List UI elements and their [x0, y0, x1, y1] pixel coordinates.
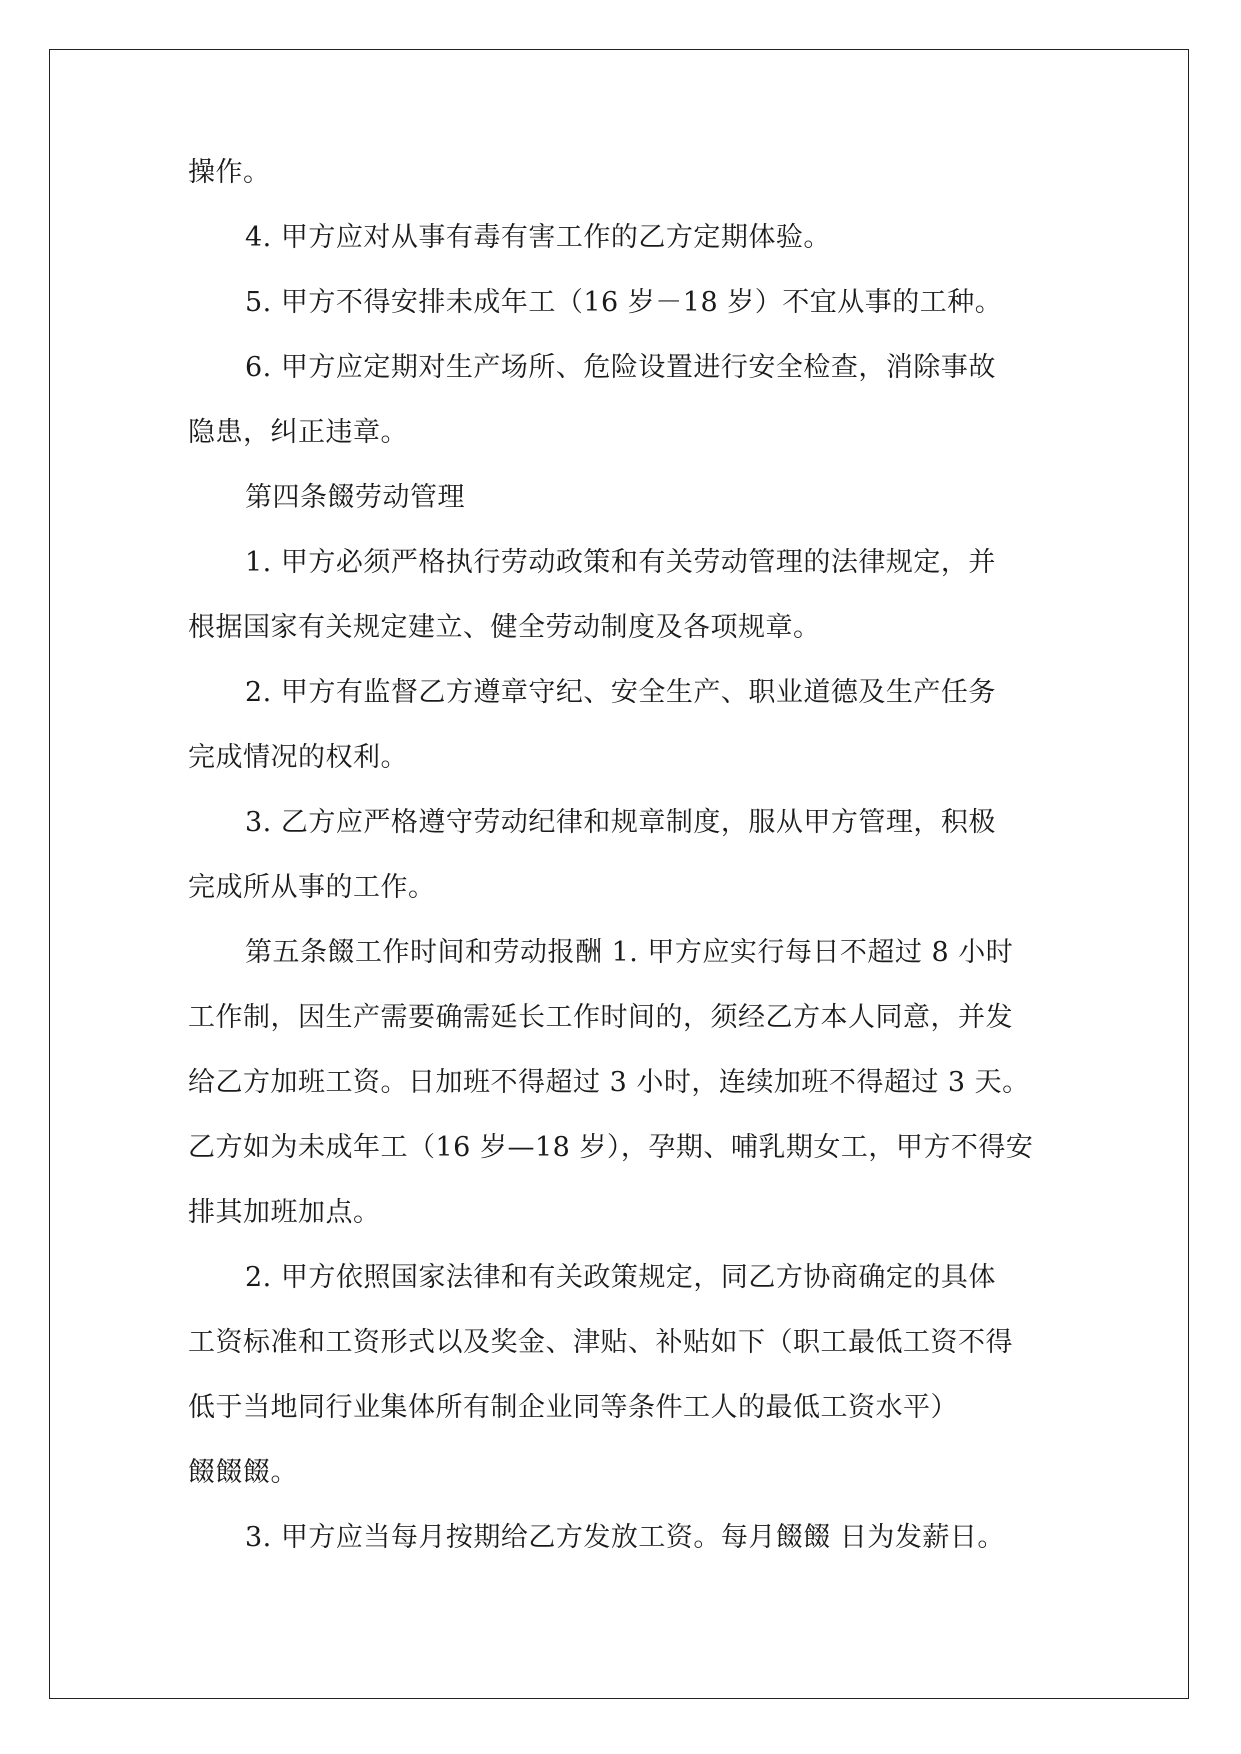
text-line: 完成所从事的工作。: [188, 872, 436, 903]
text-line: 隐患，纠正违章。: [188, 417, 408, 448]
text-line: 餟餟餟。: [188, 1457, 298, 1488]
text-line: 5. 甲方不得安排未成年工（16 岁－18 岁）不宜从事的工种。: [245, 287, 1003, 318]
text-line: 操作。: [188, 157, 271, 188]
section-heading: 第五条餟工作时间和劳动报酬 1. 甲方应实行每日不超过 8 小时: [245, 937, 1014, 968]
text-line: 3. 乙方应严格遵守劳动纪律和规章制度，服从甲方管理，积极: [245, 807, 996, 838]
text-line: 4. 甲方应对从事有毒有害工作的乙方定期体验。: [245, 222, 831, 253]
text-line: 乙方如为未成年工（16 岁—18 岁），孕期、哺乳期女工，甲方不得安: [188, 1132, 1034, 1163]
text-line: 工资标准和工资形式以及奖金、津贴、补贴如下（职工最低工资不得: [188, 1327, 1013, 1358]
text-line: 2. 甲方依照国家法律和有关政策规定，同乙方协商确定的具体: [245, 1262, 996, 1293]
text-line: 2. 甲方有监督乙方遵章守纪、安全生产、职业道德及生产任务: [245, 677, 996, 708]
text-line: 给乙方加班工资。日加班不得超过 3 小时，连续加班不得超过 3 天。: [188, 1067, 1030, 1098]
text-line: 工作制，因生产需要确需延长工作时间的，须经乙方本人同意，并发: [188, 1002, 1013, 1033]
text-line: 完成情况的权利。: [188, 742, 408, 773]
text-line: 6. 甲方应定期对生产场所、危险设置进行安全检查，消除事故: [245, 352, 996, 383]
text-line: 低于当地同行业集体所有制企业同等条件工人的最低工资水平）: [188, 1392, 958, 1423]
section-heading: 第四条餟劳动管理: [245, 482, 465, 513]
text-line: 排其加班加点。: [188, 1197, 381, 1228]
text-line: 1. 甲方必须严格执行劳动政策和有关劳动管理的法律规定，并: [245, 547, 996, 578]
text-line: 根据国家有关规定建立、健全劳动制度及各项规章。: [188, 612, 821, 643]
text-line: 3. 甲方应当每月按期给乙方发放工资。每月餟餟 日为发薪日。: [245, 1522, 1005, 1553]
document-body: [188, 140, 1068, 1570]
